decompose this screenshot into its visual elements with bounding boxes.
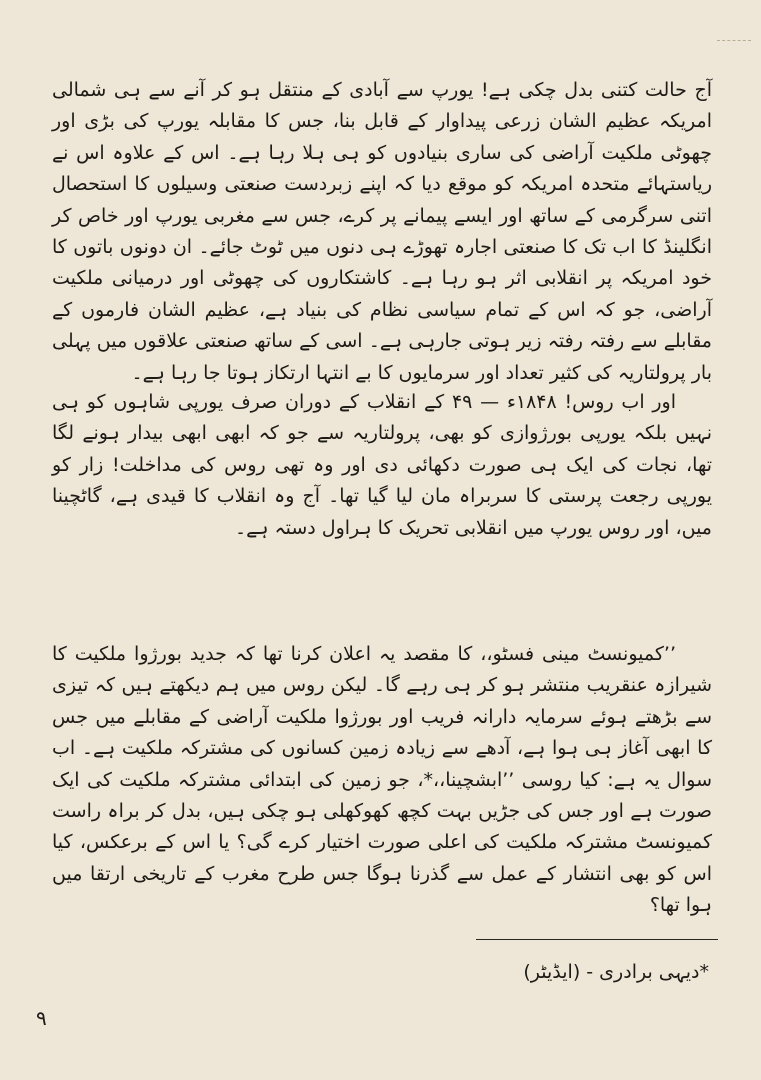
page-number: ۹ [36,1006,47,1030]
footnote-divider [476,939,718,940]
paragraph-3-text: ’’کمیونسٹ مینی فسٹو،، کا مقصد یہ اعلان کرنا تھا کہ جدید بورژوا ملکیت کا شیرازہ عنقریب منتشر ہو کر ہی رہے گا۔ لیکن روس میں ہم دیکھتے ہیں کہ تیزی سے بڑھتے ہوئے سرمایہ دارانہ فریب اور بورژوا ملکیت آراضی کے مقابلے میں جس کا ابھی آغاز ہی ہوا ہے، آدھے سے زیادہ زمین کسانوں کی مشترکہ ملکیت ہے۔ اب سوال یہ ہے: کیا روسی ’’ابشچینا،،*، جو زمین کی ابتدائی مشترکہ ملکیت کی ایک صورت ہے اور جس کی جڑیں بہت کچھ کھوکھلی ہو چکی ہیں، بدل کر براہ راست کمیونسٹ مشترکہ ملکیت کی اعلی صورت اختیار کرے گی؟ یا اس کے برعکس، کیا اس کو بھی انتشار کے عمل سے گذرنا ہوگا جس طرح مغرب کے تاریخی ارتقا میں ہوا تھا؟ [52,643,712,917]
paragraph-1: آج حالت کتنی بدل چکی ہے! یورپ سے آبادی کے منتقل ہو کر آنے سے ہی شمالی امریکہ عظیم الشان زرعی پیداوار کے قابل بنا، جس کا مقابلہ یورپ کی بڑی اور چھوٹی ملکیت آراضی کی ساری بنیادوں کو ہی ہلا رہا ہے۔ اس کے علاوہ اس نے ریاستہائے متحدہ امریکہ کو موقع دیا کہ اپنے زبردست صنعتی وسیلوں کا استحصال اتنی سرگرمی کے ساتھ اور ایسے پیمانے پر کرے، جس سے مغربی یورپ اور خاص کر انگلینڈ کا اب تک کا صنعتی اجارہ تھوڑے ہی دنوں میں ٹوٹ جائے۔ ان دونوں باتوں کا خود امریکہ پر انقلابی اثر ہو رہا ہے۔ کاشتکاروں کی چھوٹی اور درمیانی ملکیت آراضی، جو کہ اس کے تمام سیاسی نظام کی بنیاد ہے، عظیم الشان فارموں کے مقابلے سے رفتہ رفتہ زیر ہوتی جارہی ہے۔ اسی کے ساتھ صنعتی علاقوں میں پہلی بار پرولتاریہ کی کثیر تعداد اور سرمایوں کا بے انتہا ارتکاز ہوتا جا رہا ہے۔ [52,79,712,384]
paragraph-3 [52,639,712,922]
footnote: *دیہی برادری - (ایڈیٹر) [523,961,709,983]
scan-mark [717,40,751,49]
paragraph-2-text: اور اب روس! ۱۸۴۸ء — ۴۹ کے انقلاب کے دوران صرف یورپی شاہوں کو ہی نہیں بلکہ یورپی بورژوازی کو بھی، پرولتاریہ سے جو کہ ابھی ابھی بیدار ہونے لگا تھا، نجات کی ایک ہی صورت دکھائی دی اور وہ تھی روس کی مداخلت! زار کو یورپی رجعت پرستی کا سربراہ مان لیا گیا تھا۔ آج وہ انقلاب کا قیدی ہے، گاٹچینا میں، اور روس یورپ میں انقلابی تحریک کا ہراول دستہ ہے۔ [52,391,712,539]
paragraph-2 [52,387,712,544]
